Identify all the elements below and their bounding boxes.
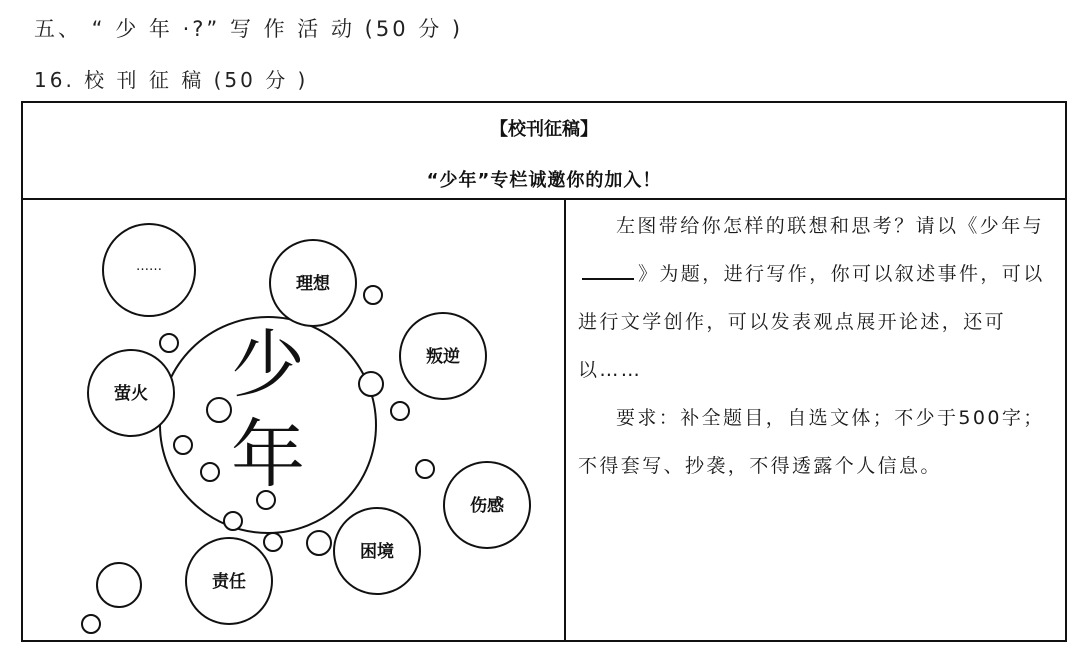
small-bubble	[224, 512, 242, 530]
small-bubble	[201, 463, 219, 481]
rebel-label: 叛逆	[426, 347, 460, 367]
small-bubble	[307, 531, 331, 555]
sad-label: 伤感	[470, 496, 504, 516]
requirements-paragraph: 要求：补全题目，自选文体；不少于500字；不得套写、抄袭，不得透露个人信息。	[578, 407, 1045, 477]
prompt-text-after: 》为题，进行写作，你可以叙述事件，可以进行文学创作，可以发表观点展开论述，还可以……	[578, 263, 1045, 381]
submission-box	[21, 101, 1067, 642]
center-char: 少	[231, 322, 305, 408]
ellipsis-label: ……	[136, 259, 162, 274]
box-title: 【校刊征稿】	[490, 119, 598, 140]
bubble-diagram-svg	[23, 200, 564, 642]
small-bubble	[82, 615, 100, 633]
prompt-text-before: 左图带给你怎样的联想和思考？请以《少年与	[616, 215, 1045, 237]
prompt-panel	[566, 200, 1067, 642]
small-bubble	[416, 460, 434, 478]
dilemma-label: 困境	[360, 542, 394, 562]
question-heading: 16. 校 刊 征 稿 (50 分 )	[34, 68, 309, 92]
small-bubble	[207, 398, 231, 422]
section-heading: 五、 “ 少 年 ·?” 写 作 活 动 (50 分 )	[34, 17, 464, 41]
small-bubble	[364, 286, 382, 304]
prompt-paragraph	[578, 202, 1058, 394]
small-bubble	[391, 402, 409, 420]
box-subtitle: “少年”专栏诚邀你的加入！	[426, 170, 662, 191]
small-bubble	[174, 436, 192, 454]
responsibility-label: 责任	[212, 572, 246, 592]
title-blank	[582, 258, 634, 280]
center-char: 年	[231, 412, 305, 498]
small-bubble	[264, 533, 282, 551]
small-bubble	[160, 334, 178, 352]
box-header	[23, 103, 1065, 200]
firefly-label: 萤火	[114, 384, 148, 404]
small-bubble	[97, 563, 141, 607]
ideal-label: 理想	[296, 274, 330, 294]
youth-bubble-diagram	[23, 200, 564, 642]
small-bubble	[359, 372, 383, 396]
